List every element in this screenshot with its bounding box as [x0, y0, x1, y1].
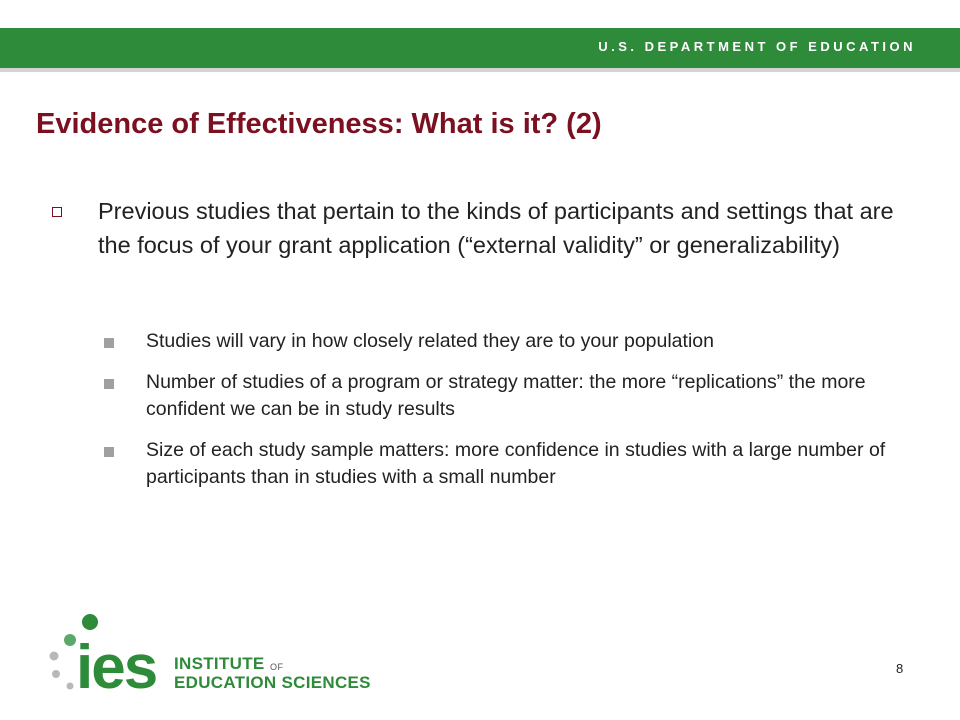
logo-dot-icon: [64, 634, 76, 646]
logo-dot-icon: [50, 652, 59, 661]
main-bullet-text: Previous studies that pertain to the kinds of participants and settings that are the focus of your grant application (“external validity” or generalizability): [98, 198, 894, 258]
slide-title: Evidence of Effectiveness: What is it? (2): [36, 108, 602, 140]
sub-bullet-item: [104, 437, 904, 491]
square-bullet-icon: [104, 379, 114, 389]
top-stripe: [0, 0, 960, 28]
logo-dot-icon: [67, 683, 74, 690]
sub-bullet-text: Studies will vary in how closely related they are to your population: [146, 330, 714, 352]
sub-bullet-text: Number of studies of a program or strategy matter: the more “replications” the more confident we can be in study results: [146, 371, 866, 420]
square-bullet-icon: [104, 447, 114, 457]
sub-bullet-item: [104, 369, 904, 423]
header-banner: [0, 28, 960, 68]
sub-bullet-text: Size of each study sample matters: more confidence in studies with a large number of participants than in studies with a small number: [146, 439, 886, 488]
page-number: 8: [896, 661, 904, 676]
department-name: U.S. DEPARTMENT OF EDUCATION: [598, 39, 916, 54]
sub-bullet-list: [104, 328, 904, 505]
sub-bullet-item: [104, 328, 904, 355]
logo-mark: ies: [76, 633, 157, 692]
logo-line-of: OF: [270, 662, 284, 672]
square-bullet-icon: [104, 338, 114, 348]
logo-dot-icon: [82, 614, 98, 630]
logo-line-education-sciences: EDUCATION SCIENCES: [174, 673, 371, 692]
logo-dot-icon: [52, 670, 60, 678]
hollow-square-bullet-icon: [52, 207, 62, 217]
logo-line-institute: INSTITUTE: [174, 654, 265, 673]
banner-divider: [0, 68, 960, 72]
